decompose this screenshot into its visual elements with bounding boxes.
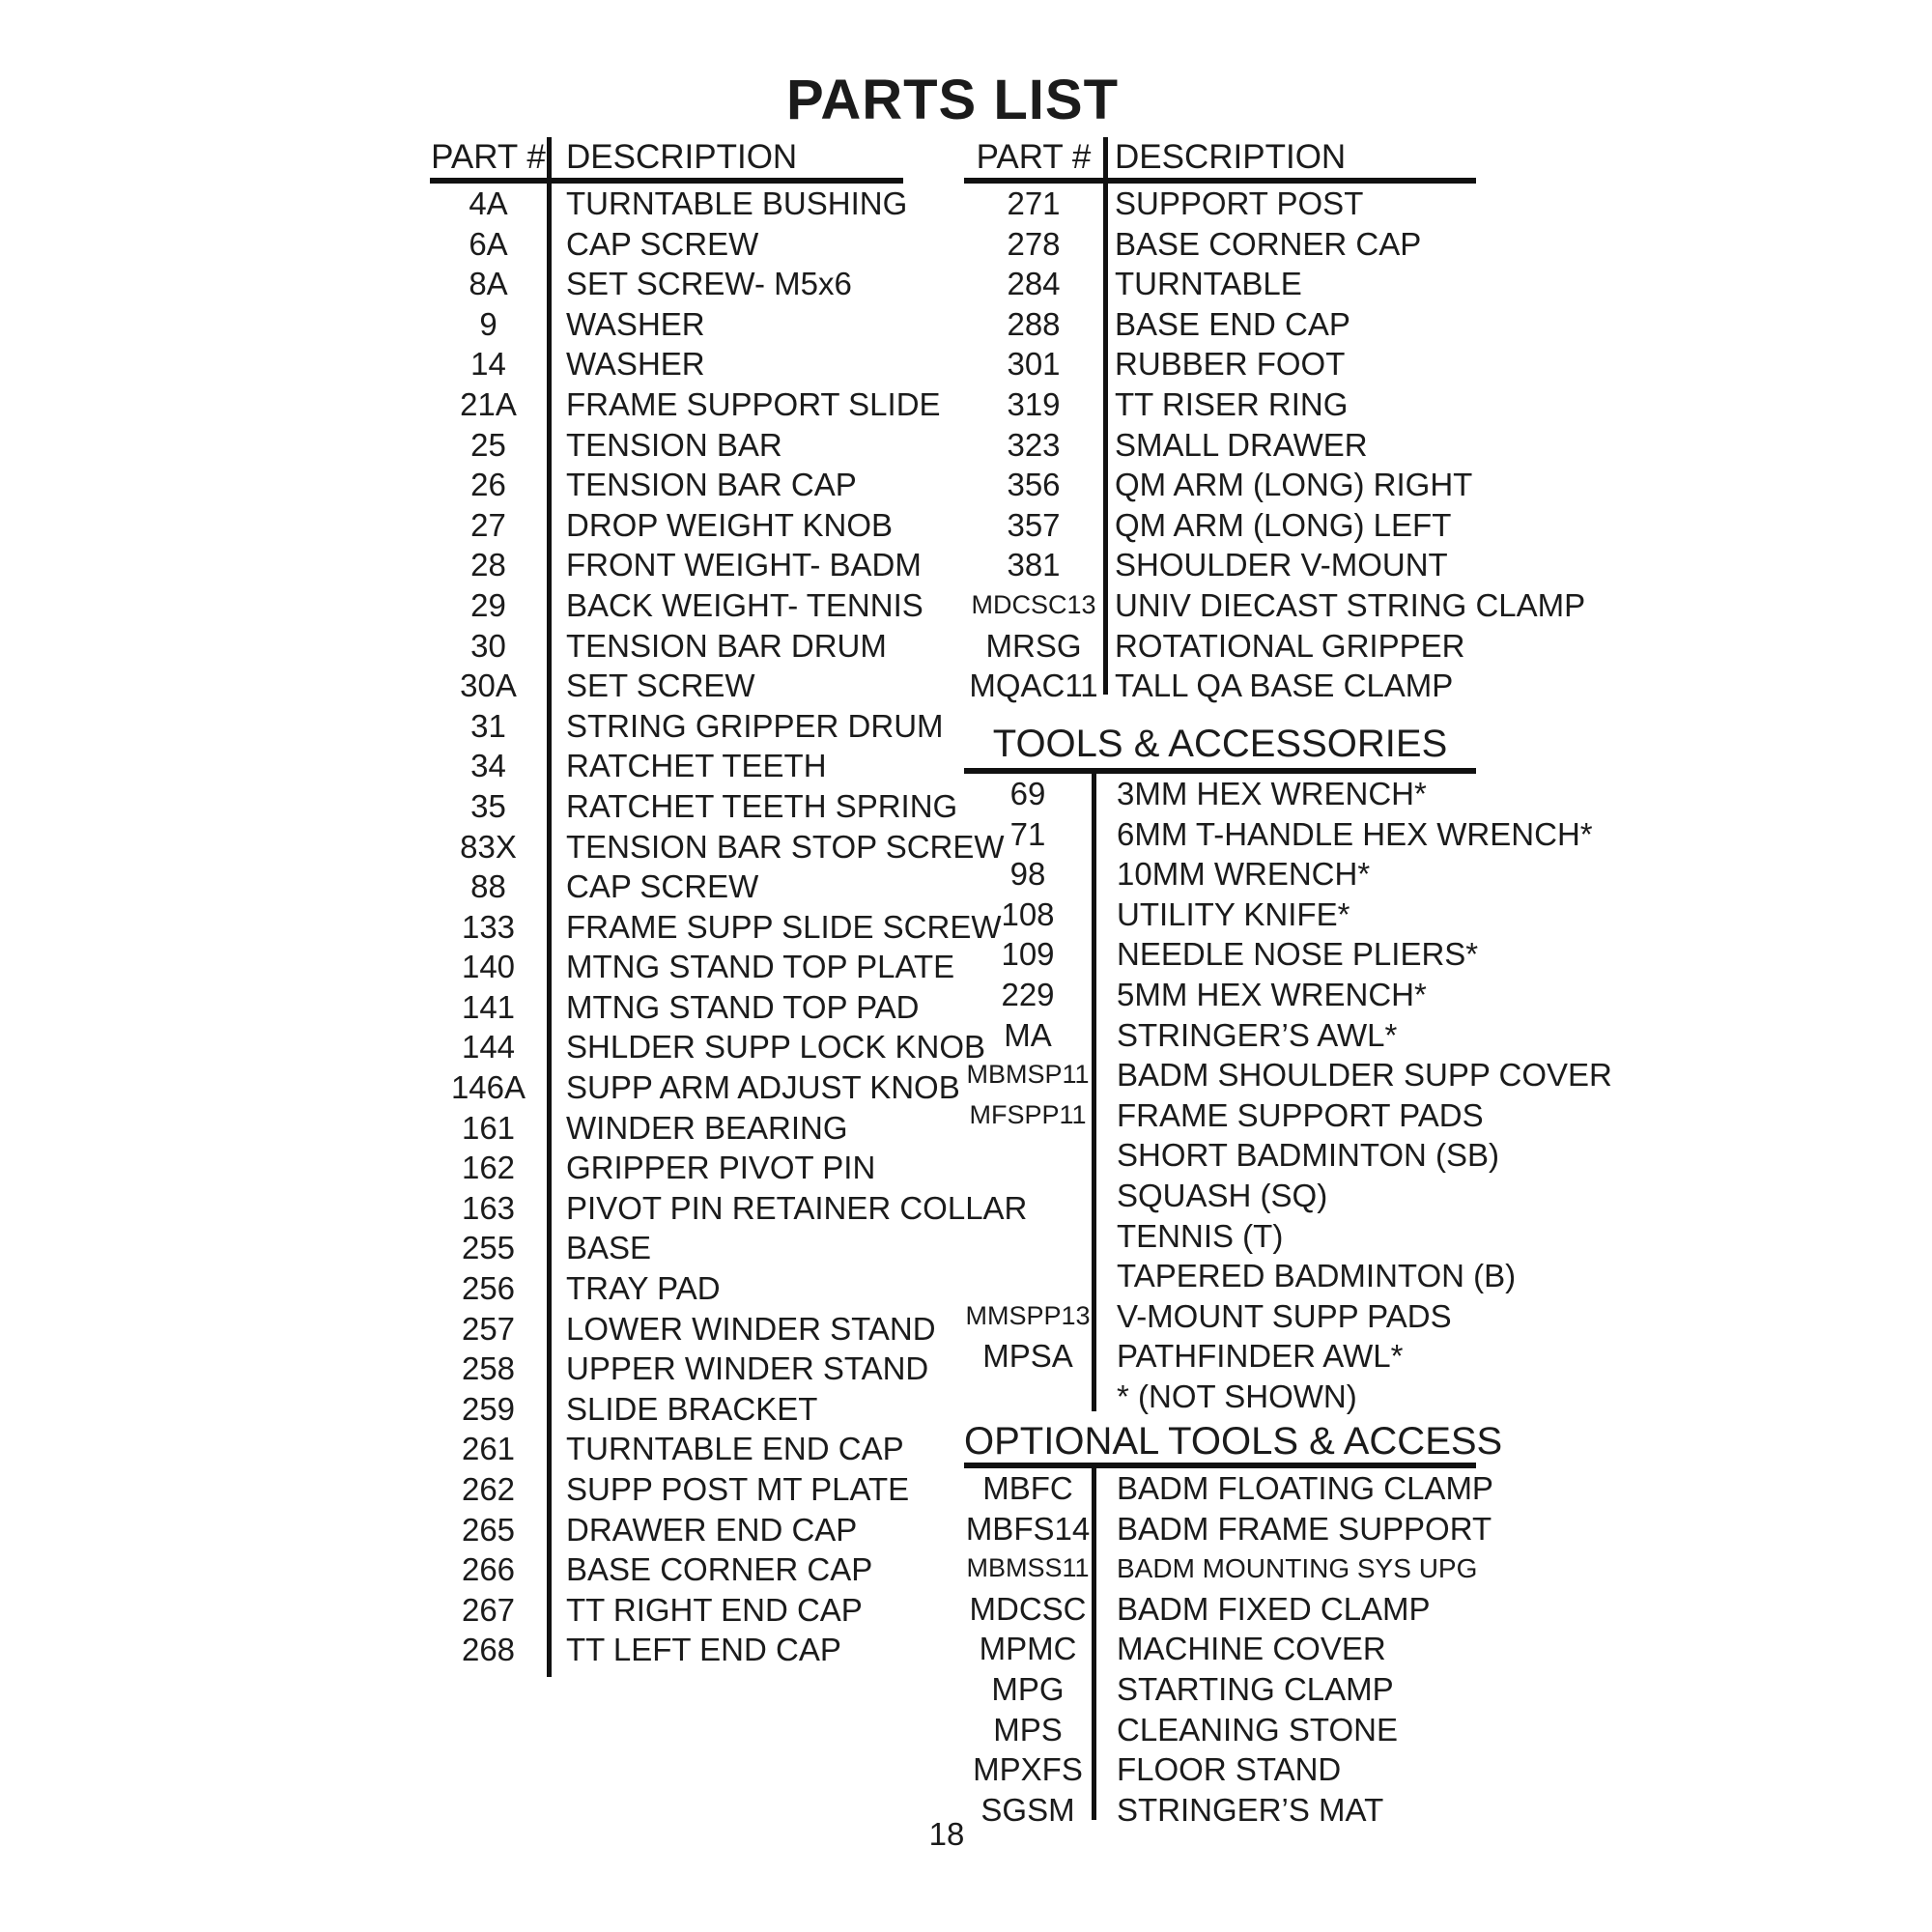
table-row (964, 774, 1476, 814)
table-row (964, 1468, 1493, 1509)
part-description: BASE END CAP (1115, 305, 1350, 342)
part-number: SGSM (980, 1791, 1075, 1828)
part-number: MDCSC (969, 1590, 1087, 1627)
part-description: RUBBER FOOT (1115, 346, 1346, 383)
optional-section-heading: OPTIONAL TOOLS & ACCESS (964, 1420, 1503, 1463)
part-description: UNIV DIECAST STRING CLAMP (1115, 586, 1586, 623)
part-number: 301 (1007, 346, 1061, 383)
part-number: 30 (470, 627, 506, 664)
part-description: TENSION BAR DRUM (566, 627, 887, 664)
part-description: TURNTABLE END CAP (566, 1431, 904, 1467)
part-number: 30A (460, 668, 517, 704)
table-row (430, 184, 908, 224)
part-number (964, 1256, 1092, 1296)
table-row (964, 545, 1476, 585)
part-description: BASE CORNER CAP (1115, 225, 1422, 262)
part-description: TENSION BAR STOP SCREW (566, 828, 1005, 865)
page-number: 18 (928, 1816, 965, 1852)
part-description: BADM FIXED CLAMP (1117, 1590, 1431, 1627)
part-description: UTILITY KNIFE* (1117, 895, 1350, 932)
table-row (964, 1589, 1476, 1630)
table-row (430, 1429, 903, 1469)
part-number: MBFC (982, 1470, 1073, 1506)
table-row (430, 1108, 903, 1149)
table-row (964, 1669, 1476, 1710)
part-number: 357 (1007, 506, 1061, 543)
table-row (430, 1549, 903, 1590)
table-row (964, 1790, 1476, 1831)
part-number: 29 (470, 586, 506, 623)
table-row (964, 1135, 1500, 1176)
table-row (964, 1176, 1476, 1216)
part-number: MBMSS11 (966, 1553, 1090, 1583)
part-number: 161 (461, 1109, 516, 1146)
part-description: FLOOR STAND (1117, 1751, 1342, 1788)
table-row (430, 1349, 929, 1389)
part-number: MPS (993, 1711, 1063, 1747)
part-description: WASHER (566, 346, 705, 383)
table-row (964, 934, 1479, 975)
table-row (430, 1469, 910, 1510)
table-row (430, 384, 941, 425)
part-description: FRAME SUPPORT PADS (1117, 1096, 1484, 1133)
part-number: 9 (479, 305, 497, 342)
part-number: 146A (450, 1069, 526, 1106)
part-number: 319 (1007, 385, 1061, 422)
part-number (964, 1135, 1092, 1176)
part-description: TURNTABLE BUSHING (566, 185, 908, 221)
part-number: 267 (461, 1591, 516, 1628)
part-number: 69 (1009, 776, 1046, 811)
table-row (430, 1148, 903, 1188)
part-description: V-MOUNT SUPP PADS (1117, 1297, 1452, 1334)
tools-table-body (964, 774, 1612, 1417)
part-description: SET SCREW- M5x6 (566, 266, 852, 302)
part-number: 27 (470, 506, 506, 543)
part-description: STRINGER’S MAT (1117, 1791, 1384, 1828)
part-number: MPXFS (973, 1751, 1083, 1788)
part-number: 108 (1001, 895, 1055, 932)
part-number: MBFS14 (965, 1510, 1091, 1547)
table-row (430, 304, 903, 345)
table-row (964, 384, 1476, 425)
table-row (430, 585, 923, 626)
part-description: TT RISER RING (1115, 385, 1349, 422)
part-description: BACK WEIGHT- TENNIS (566, 586, 923, 623)
table-row (964, 814, 1593, 855)
table-row (430, 1389, 903, 1430)
part-description: 5MM HEX WRENCH* (1117, 976, 1427, 1012)
part-number: 261 (461, 1431, 516, 1467)
part-number: 8A (469, 266, 508, 302)
part-description: SQUASH (SQ) (1117, 1177, 1328, 1213)
part-description: SUPP POST MT PLATE (566, 1471, 910, 1507)
part-description: SMALL DRAWER (1115, 426, 1368, 463)
part-number: MDCSC13 (971, 589, 1096, 619)
part-description: SLIDE BRACKET (566, 1390, 818, 1427)
part-description: BADM FLOATING CLAMP (1117, 1470, 1493, 1506)
table-row (430, 264, 903, 304)
part-number: 257 (461, 1310, 516, 1347)
table-row (430, 1510, 903, 1550)
tools-section-heading: TOOLS & ACCESSORIES (992, 723, 1448, 765)
part-description: QM ARM (LONG) RIGHT (1115, 467, 1473, 503)
table-row (430, 867, 903, 907)
part-number: 268 (461, 1632, 516, 1668)
part-number (964, 1377, 1092, 1417)
right-parts-table (964, 137, 1586, 704)
part-description: TT RIGHT END CAP (566, 1591, 863, 1628)
table-row (964, 1216, 1476, 1257)
part-description: NEEDLE NOSE PLIERS* (1117, 936, 1479, 973)
table-row (964, 975, 1476, 1015)
part-number: 26 (470, 467, 506, 503)
table-row (964, 1548, 1476, 1589)
table-row (964, 1509, 1492, 1549)
part-number: 259 (461, 1390, 516, 1427)
page-title: PARTS LIST (785, 69, 1120, 131)
left-table-header (430, 137, 903, 178)
part-description: TENSION BAR CAP (566, 467, 857, 503)
part-description: STARTING CLAMP (1117, 1670, 1394, 1707)
part-number: 35 (470, 787, 506, 824)
table-row (964, 1629, 1476, 1669)
part-number: 21A (460, 385, 517, 422)
part-number (964, 1176, 1092, 1216)
part-description: PATHFINDER AWL* (1117, 1338, 1404, 1375)
part-description: SHORT BADMINTON (SB) (1117, 1137, 1500, 1174)
part-number: 144 (461, 1029, 516, 1065)
table-row (430, 224, 903, 265)
column-header-part-number: PART # (976, 138, 1092, 176)
part-description: DROP WEIGHT KNOB (566, 506, 893, 543)
part-description: MTNG STAND TOP PLATE (566, 949, 955, 985)
part-description: BADM FRAME SUPPORT (1117, 1510, 1492, 1547)
part-description: TAPERED BADMINTON (B) (1117, 1258, 1517, 1294)
column-header-part-number: PART # (431, 138, 546, 176)
table-row (964, 224, 1476, 265)
part-number: MPMC (979, 1631, 1077, 1667)
part-number: MPSA (982, 1338, 1073, 1375)
optional-table-body (964, 1468, 1493, 1830)
table-row (964, 585, 1586, 626)
tools-accessories-table (964, 720, 1612, 1414)
table-row (430, 786, 958, 827)
part-number: 88 (470, 868, 506, 905)
part-description: CLEANING STONE (1117, 1711, 1398, 1747)
part-description: TENNIS (T) (1117, 1217, 1284, 1254)
table-row (430, 706, 944, 747)
part-description: MACHINE COVER (1117, 1631, 1386, 1667)
table-row (964, 895, 1476, 935)
part-description: QM ARM (LONG) LEFT (1115, 506, 1452, 543)
part-number: 71 (1009, 815, 1046, 852)
part-description: SUPP ARM ADJUST KNOB (566, 1069, 960, 1106)
part-description: WINDER BEARING (566, 1109, 848, 1146)
part-description: SHOULDER V-MOUNT (1115, 547, 1448, 583)
part-description: BADM MOUNTING SYS UPG (1117, 1553, 1478, 1584)
part-number: 258 (461, 1350, 516, 1387)
part-number: 109 (1001, 936, 1055, 973)
part-description: SET SCREW (566, 668, 755, 704)
part-number: 381 (1007, 547, 1061, 583)
part-description: WASHER (566, 305, 705, 342)
table-row (964, 854, 1476, 895)
table-row (430, 344, 903, 384)
table-row (430, 545, 922, 585)
table-row (964, 1256, 1517, 1296)
table-row (964, 1055, 1612, 1095)
table-row (430, 1027, 986, 1067)
part-number: 288 (1007, 305, 1061, 342)
part-number: 255 (461, 1230, 516, 1266)
part-description: 3MM HEX WRENCH* (1117, 776, 1427, 811)
part-number: 229 (1001, 976, 1055, 1012)
table-row (964, 1296, 1476, 1337)
table-row (964, 666, 1476, 706)
table-row (430, 987, 920, 1028)
part-number (964, 1216, 1092, 1257)
part-number: 256 (461, 1270, 516, 1307)
part-description: TT LEFT END CAP (566, 1632, 841, 1668)
part-description: UPPER WINDER STAND (566, 1350, 929, 1387)
table-row (430, 907, 1002, 948)
part-number: 133 (461, 908, 516, 945)
table-row (430, 1188, 1028, 1229)
table-row (964, 1015, 1476, 1056)
table-row (430, 827, 1005, 867)
part-description: SHLDER SUPP LOCK KNOB (566, 1029, 986, 1065)
table-row (964, 264, 1476, 304)
part-description: ROTATIONAL GRIPPER (1115, 627, 1465, 664)
part-description: TRAY PAD (566, 1270, 721, 1307)
right-table-header (964, 137, 1476, 178)
table-row (964, 1095, 1484, 1136)
part-description: TENSION BAR (566, 426, 782, 463)
table-row (430, 746, 903, 786)
part-number: MMSPP13 (965, 1300, 1091, 1330)
part-description: MTNG STAND TOP PAD (566, 988, 920, 1025)
part-number: 162 (461, 1150, 516, 1186)
table-row (964, 1710, 1476, 1750)
part-number: MBMSP11 (966, 1060, 1090, 1090)
part-description: LOWER WINDER STAND (566, 1310, 936, 1347)
table-row (964, 184, 1476, 224)
part-description: TURNTABLE (1115, 266, 1302, 302)
part-number: MRSG (985, 627, 1082, 664)
part-description: BASE CORNER CAP (566, 1551, 873, 1588)
part-number: 278 (1007, 225, 1061, 262)
part-description: RATCHET TEETH SPRING (566, 787, 958, 824)
part-number: MA (1004, 1016, 1052, 1053)
part-description: CAP SCREW (566, 868, 759, 905)
part-number: 323 (1007, 426, 1061, 463)
table-row (964, 1336, 1476, 1377)
part-number: 14 (470, 346, 506, 383)
part-description: * (NOT SHOWN) (1117, 1378, 1357, 1414)
optional-tools-table (964, 1420, 1503, 1828)
part-description: FRONT WEIGHT- BADM (566, 547, 922, 583)
table-row (430, 1268, 903, 1309)
part-number: MQAC11 (969, 668, 1098, 704)
part-number: MPG (991, 1670, 1065, 1707)
part-description: GRIPPER PIVOT PIN (566, 1150, 876, 1186)
column-header-description: DESCRIPTION (566, 138, 798, 176)
table-row (964, 344, 1476, 384)
table-row (964, 425, 1476, 466)
part-number: 98 (1009, 856, 1046, 893)
part-description: BASE (566, 1230, 652, 1266)
part-description: 6MM T-HANDLE HEX WRENCH* (1117, 815, 1593, 852)
part-number: 4A (469, 185, 508, 221)
part-number: 284 (1007, 266, 1061, 302)
part-number: 140 (461, 949, 516, 985)
part-number: 34 (470, 748, 506, 784)
part-description: CAP SCREW (566, 225, 759, 262)
part-number: 271 (1007, 185, 1061, 221)
part-number: 25 (470, 426, 506, 463)
table-row (430, 465, 903, 505)
part-description: BADM SHOULDER SUPP COVER (1117, 1057, 1612, 1094)
part-description: PIVOT PIN RETAINER COLLAR (566, 1189, 1028, 1226)
part-number: 356 (1007, 467, 1061, 503)
part-description: FRAME SUPP SLIDE SCREW (566, 908, 1002, 945)
part-description: 10MM WRENCH* (1117, 856, 1371, 893)
table-row (964, 1377, 1476, 1417)
table-row (430, 1067, 960, 1108)
table-row (430, 626, 903, 667)
table-row (430, 1590, 903, 1631)
part-number: 6A (469, 225, 508, 262)
table-row (430, 1630, 903, 1670)
part-number: 163 (461, 1189, 516, 1226)
part-description: SUPPORT POST (1115, 185, 1364, 221)
part-description: RATCHET TEETH (566, 748, 827, 784)
right-table-body (964, 184, 1586, 706)
part-description: FRAME SUPPORT SLIDE (566, 385, 941, 422)
part-description: STRINGER’S AWL* (1117, 1016, 1398, 1053)
part-number: 83X (460, 828, 517, 865)
table-row (430, 666, 903, 706)
part-number: 265 (461, 1511, 516, 1548)
table-row (964, 465, 1476, 505)
table-row (964, 626, 1476, 667)
part-number: 28 (470, 547, 506, 583)
part-number: 141 (461, 988, 516, 1025)
table-row (964, 1749, 1476, 1790)
table-row (964, 304, 1476, 345)
table-row (430, 425, 903, 466)
column-header-description: DESCRIPTION (1115, 138, 1347, 176)
part-number: 266 (461, 1551, 516, 1588)
table-row (430, 505, 903, 546)
table-row (964, 505, 1476, 546)
table-row (430, 947, 955, 987)
part-description: TALL QA BASE CLAMP (1115, 668, 1454, 704)
part-description: STRING GRIPPER DRUM (566, 707, 944, 744)
part-number: 262 (461, 1471, 516, 1507)
part-number: MFSPP11 (969, 1099, 1087, 1129)
part-number: 31 (470, 707, 506, 744)
table-row (430, 1228, 903, 1268)
table-row (430, 1309, 936, 1350)
part-description: DRAWER END CAP (566, 1511, 858, 1548)
